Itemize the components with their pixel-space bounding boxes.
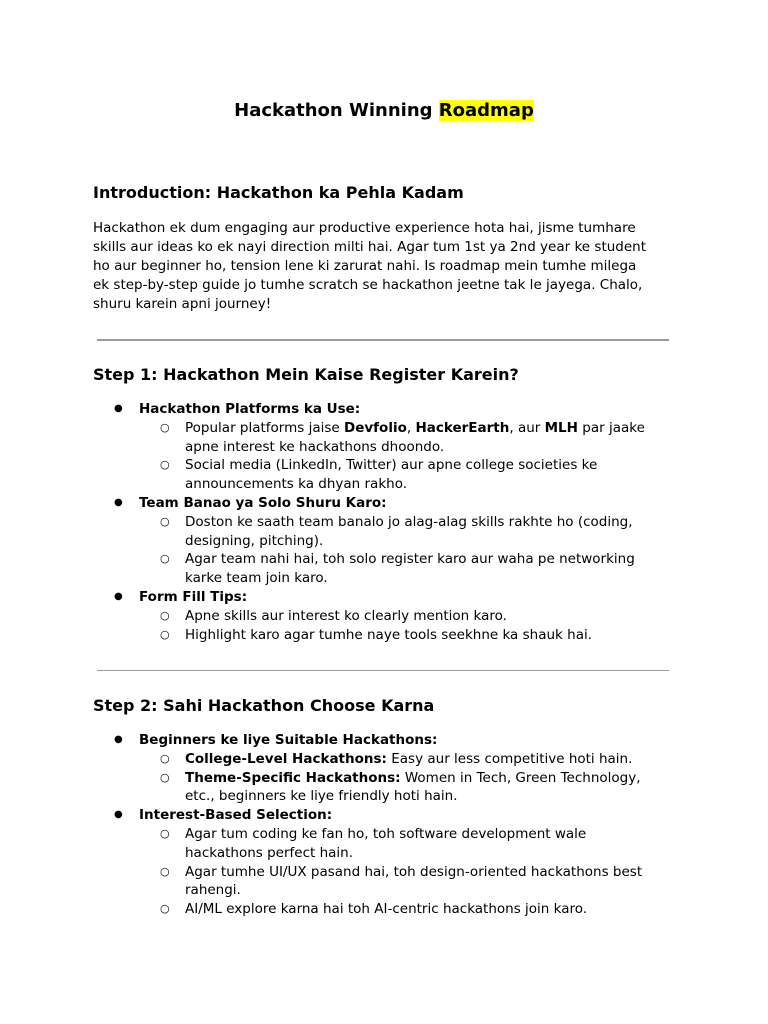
step2-heading: Step 2: Sahi Hackathon Choose Karna — [93, 696, 435, 715]
divider — [97, 339, 669, 341]
intro-line: shuru karein apni journey! — [93, 296, 272, 312]
step1-heading: Step 1: Hackathon Mein Kaise Register Karein? — [93, 365, 519, 384]
platform-name: Devfolio — [344, 419, 407, 436]
divider — [97, 670, 669, 671]
list-item: ○ Social media (LinkedIn, Twitter) aur apne college societies ke announcements ka dhyan rakho. — [93, 456, 683, 494]
step2-list — [93, 731, 683, 919]
title-highlight: Roadmap — [438, 100, 534, 121]
list-item: ● Team Banao ya Solo Shuru Karo: — [93, 494, 683, 513]
document-title — [0, 100, 768, 121]
list-item: ○ Agar team nahi hai, toh solo register karo aur waha pe networking karke team join karo. — [93, 550, 683, 588]
list-item: ○ College-Level Hackathons: Easy aur less competitive hoti hain. — [93, 750, 683, 769]
intro-heading: Introduction: Hackathon ka Pehla Kadam — [93, 183, 464, 202]
list-item: ● Interest-Based Selection: — [93, 806, 683, 825]
intro-line: Hackathon ek dum engaging aur productive experience hota hai, jisme tumhare — [93, 220, 636, 236]
intro-paragraph — [93, 219, 678, 314]
list-item: ○ AI/ML explore karna hai toh AI-centric hackathons join karo. — [93, 900, 683, 919]
list-item: ○ Popular platforms jaise Devfolio, HackerEarth, aur MLH par jaake apne interest ke hackathons dhoondo. — [93, 419, 683, 457]
list-item: ○ Agar tum coding ke fan ho, toh software development wale hackathons perfect hain. — [93, 825, 683, 863]
title-text: Hackathon Winning — [234, 100, 439, 121]
list-item: ○ Theme-Specific Hackathons: Women in Tech, Green Technology, etc., beginners ke liye friendly hoti hain. — [93, 769, 683, 807]
intro-line: ho aur beginner ho, tension lene ki zarurat nahi. Is roadmap mein tumhe milega — [93, 258, 637, 274]
list-item: ○ Agar tumhe UI/UX pasand hai, toh design-oriented hackathons best rahengi. — [93, 863, 683, 901]
list-item: ● Form Fill Tips: — [93, 588, 683, 607]
list-item: ● Beginners ke liye Suitable Hackathons: — [93, 731, 683, 750]
intro-line: skills aur ideas ko ek nayi direction milti hai. Agar tum 1st ya 2nd year ke student — [93, 239, 647, 255]
step1-list — [93, 400, 683, 644]
intro-line: ek step-by-step guide jo tumhe scratch se hackathon jeetne tak le jayega. Chalo, — [93, 277, 643, 293]
list-item: ○ Highlight karo agar tumhe naye tools seekhne ka shauk hai. — [93, 626, 683, 645]
platform-name: HackerEarth — [415, 419, 510, 436]
list-item: ○ Apne skills aur interest ko clearly mention karo. — [93, 607, 683, 626]
platform-name: MLH — [544, 419, 578, 436]
list-item: ● Hackathon Platforms ka Use: — [93, 400, 683, 419]
list-item: ○ Doston ke saath team banalo jo alag-alag skills rakhte ho (coding, designing, pitching). — [93, 513, 683, 551]
